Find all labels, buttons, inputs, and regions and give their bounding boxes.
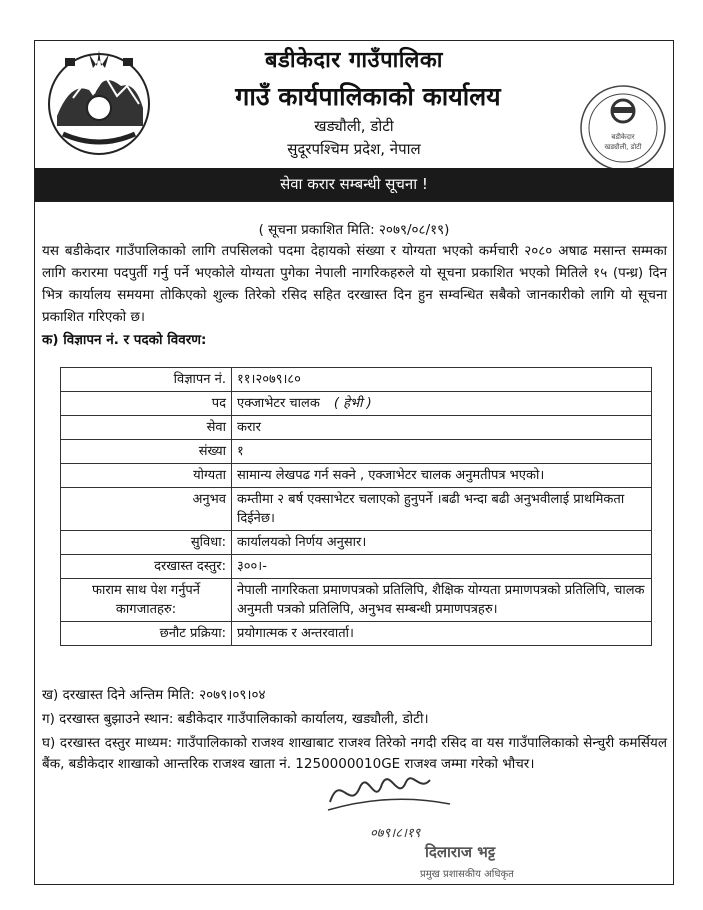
handwritten-note: ( हेभी ) [333, 396, 372, 411]
address-line-1: खड्यौली, डोटी [314, 117, 394, 135]
municipality-name: बडीकेदार गाउँपालिका [264, 48, 443, 73]
point-b: ख) दरखास्त दिने अन्तिम मिति: २०७९।०९।०४ [42, 687, 266, 703]
row-key: संख्या [61, 440, 232, 464]
row-value: १ [232, 440, 652, 464]
row-value: एक्जाभेटर चालक [237, 396, 320, 411]
point-c: ग) दरखास्त बुझाउने स्थान: बडीकेदार गाउँपालिकाको कार्यालय, खड्यौली, डोटी। [42, 711, 429, 727]
intro-paragraph: यस बडीकेदार गाउँपालिकाको लागि तपसिलको पदमा देहायको संख्या र योग्यता भएको कर्मचारी २०८० अषाढ मसान्त सम्मका लागि करारमा पदपुर्ती गर्नु पर्ने भएकोले योग्यता पुगेका नेपाली नागरिकहरुले यो सूचना प्रकाशित भएको मितिले १५ (पन्ध्र) दिन भित्र कार्यालय समयमा तोकिएको शुल्क तिरेको रसिद सहित दरखास्त दिन हुन सम्वन्धित सबैको जानकारीको लागि यो सूचना प्रकाशित गरिएको छ। [42, 243, 667, 325]
svg-text:खड्यौली, डोटी: खड्यौली, डोटी [604, 143, 642, 151]
published-date: ( सूचना प्रकाशित मिति: २०७९/०८/१९) [258, 222, 450, 238]
table-row [61, 464, 652, 488]
row-value: कार्यालयको निर्णय अनुसार। [232, 531, 652, 555]
row-key: योग्यता [61, 464, 232, 488]
svg-text:बडीकेदार: बडीकेदार [611, 133, 635, 141]
table-row [61, 531, 652, 555]
row-value: करार [232, 416, 652, 440]
table-row [61, 622, 652, 646]
table-row [61, 368, 652, 392]
table-row [61, 416, 652, 440]
table-row [61, 488, 652, 531]
office-stamp-icon [577, 81, 669, 176]
notice-title-band [35, 168, 673, 201]
notice-page [34, 40, 674, 885]
row-value: नेपाली नागरिकता प्रमाणपत्रको प्रतिलिपि, शैक्षिक योग्यता प्रमाणपत्रको प्रतिलिपि, चालक अनुमती पत्रको प्रतिलिपि, अनुभव सम्बन्धी प्रमाणपत्रहरु। [232, 579, 652, 622]
row-key: सुविधा: [61, 531, 232, 555]
signature-date: ०७९।८।१९ [370, 826, 421, 841]
signature-icon [320, 762, 480, 882]
row-key: पद [61, 392, 232, 416]
table-row [61, 555, 652, 579]
row-value: कम्तीमा २ बर्ष एक्साभेटर चलाएको हुनुपर्ने ।बढी भन्दा बढी अनुभवीलाई प्राथमिकता दिईनेछ। [232, 488, 652, 531]
table-row [61, 579, 652, 622]
letterhead [35, 41, 673, 166]
signatory-designation: प्रमुख प्रशासकीय अधिकृत [420, 869, 514, 880]
row-key: छनौट प्रक्रिया: [61, 622, 232, 646]
row-key: सेवा [61, 416, 232, 440]
table-row [61, 440, 652, 464]
section-a-heading: क) विज्ञापन नं. र पदको विवरण: [42, 332, 207, 348]
row-value: ११।२०७९।८० [232, 368, 652, 392]
row-key: अनुभव [61, 488, 232, 531]
row-value: प्रयोगात्मक र अन्तरवार्ता। [232, 622, 652, 646]
office-name: गाउँ कार्यपालिकाको कार्यालय [235, 82, 501, 111]
notice-body [35, 201, 673, 880]
row-value: ३००।- [232, 555, 652, 579]
row-key: फाराम साथ पेश गर्नुपर्ने कागजातहरु: [61, 579, 232, 622]
table-row [61, 392, 652, 416]
row-key: विज्ञापन नं. [61, 368, 232, 392]
point-d: घ) दरखास्त दस्तुर माध्यम: गाउँपालिकाको राजश्व शाखाबाट राजश्व तिरेको नगदी रसिद वा यस गाउँपालिकाको सेन्चुरी कमर्सियल बैंक, बडीकेदार शाखाको आन्तरिक राजश्व खाता नं. 1250000010GE राजश्व जम्मा गरेको भौचर। [42, 735, 667, 772]
address-line-2: सुदूरपश्चिम प्रदेश, नेपाल [287, 140, 421, 158]
row-key: दरखास्त दस्तुर: [61, 555, 232, 579]
notice-title: सेवा करार सम्बन्धी सूचना ! [280, 175, 428, 193]
signatory-name: दिलाराज भट्ट [425, 843, 496, 861]
vacancy-details-table [60, 367, 652, 646]
row-value-cell [232, 392, 652, 416]
row-value: सामान्य लेखपढ गर्न सक्ने , एक्जाभेटर चालक अनुमतीपत्र भएको। [232, 464, 652, 488]
